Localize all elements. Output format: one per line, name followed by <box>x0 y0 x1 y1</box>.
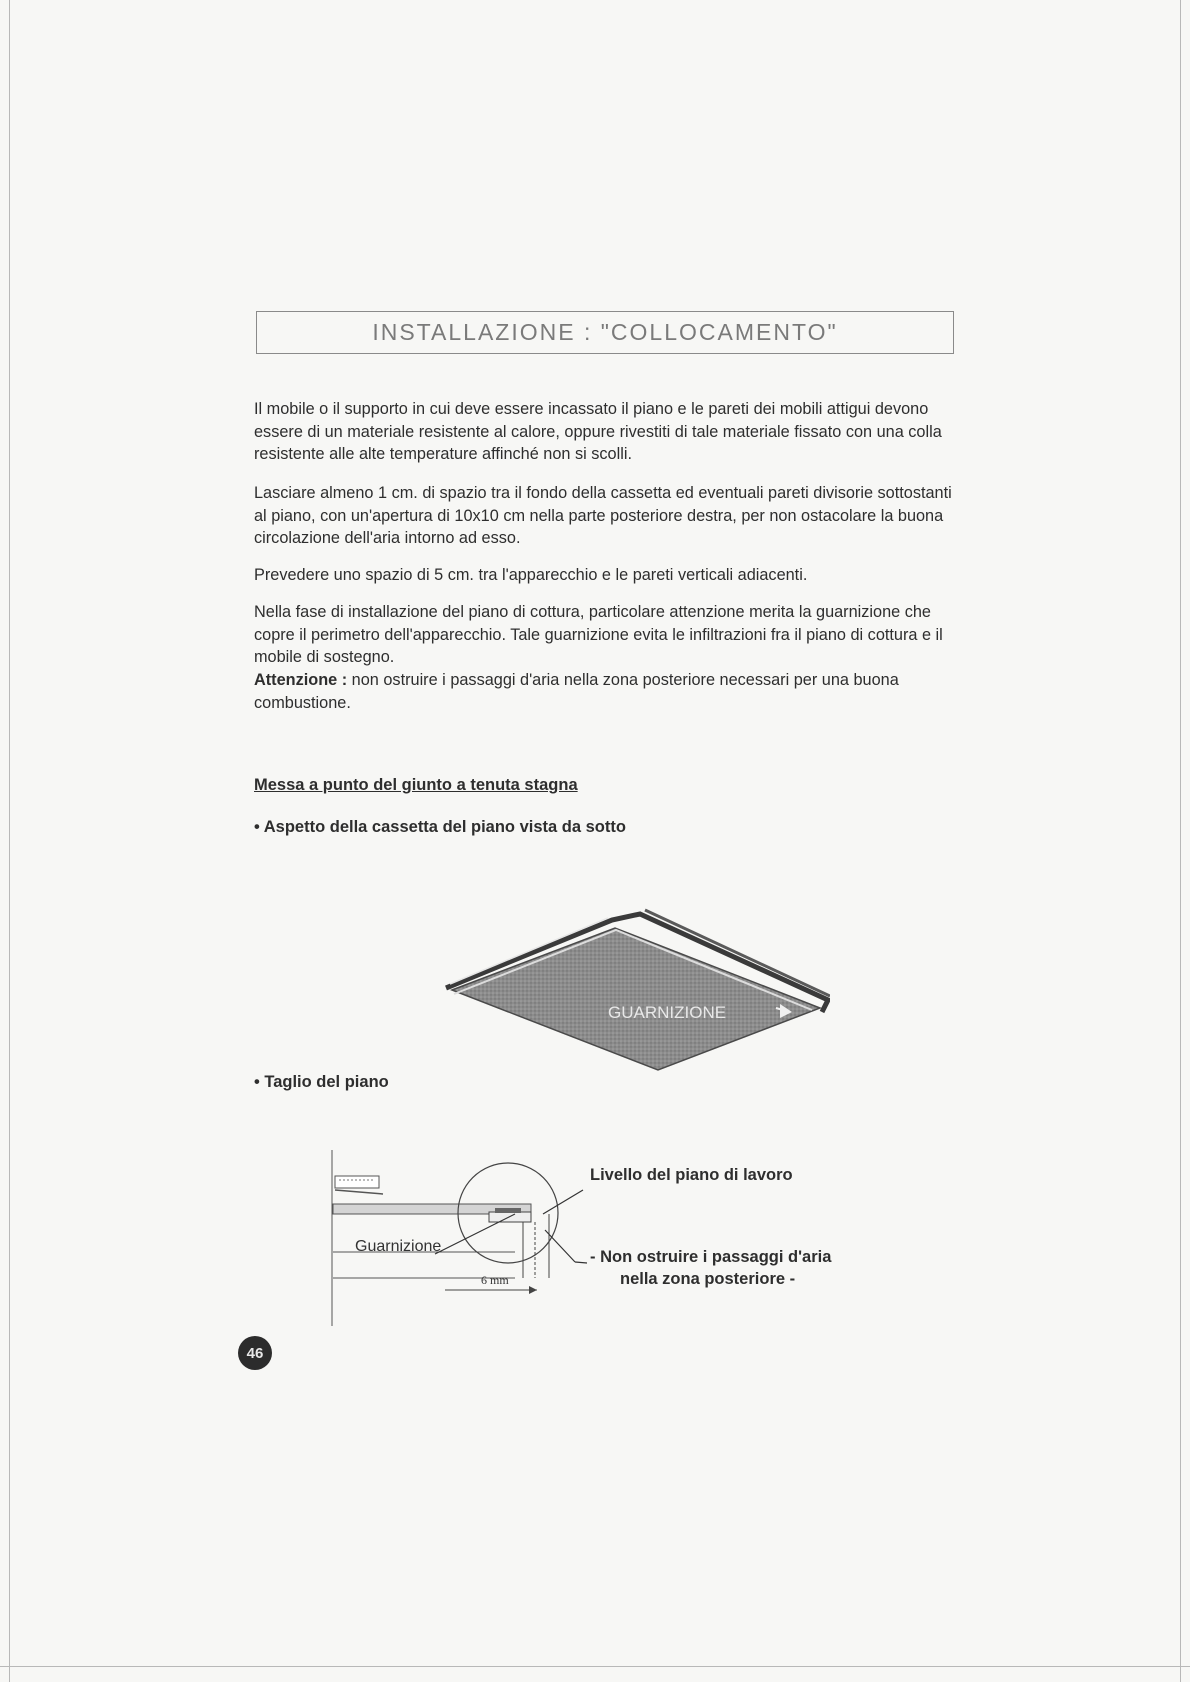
title-box <box>256 311 954 354</box>
warning-text: non ostruire i passaggi d'aria nella zona posteriore necessari per una buona combustione. <box>254 671 899 712</box>
page-number: 46 <box>246 1344 264 1362</box>
left-page-edge <box>9 0 10 1682</box>
bullet-cut-section: • Taglio del piano <box>254 1073 389 1091</box>
worktop-section-diagram <box>325 1150 625 1330</box>
paragraph-materials: Il mobile o il supporto in cui deve essere incassato il piano e le pareti dei mobili attigui devono essere di un materiale resistente al calore, oppure rivestiti di tale materiale fissato con una colla resistente alle alte temperature affinché non si scolli. <box>254 400 942 463</box>
worktop-level-label: Livello del piano di lavoro <box>590 1166 793 1184</box>
dimension-label: 6 mm <box>481 1273 509 1287</box>
paragraph-spacing: Lasciare almeno 1 cm. di spazio tra il fondo della cassetta ed eventuali pareti divisorie sottostanti al piano, con un'apertura di 10x10 cm nella parte posteriore destra, per non ostacolare la buona circolazione dell'aria intorno ad esso. <box>254 484 952 547</box>
page-number-badge <box>238 1336 272 1370</box>
page-title: INSTALLAZIONE : "COLLOCAMENTO" <box>372 319 838 345</box>
right-page-edge <box>1180 0 1181 1682</box>
hob-underside-illustration <box>440 900 830 1080</box>
section-title: Messa a punto del giunto a tenuta stagna <box>254 776 578 794</box>
warning-label: Attenzione : <box>254 671 348 689</box>
gasket-label-figure2: Guarnizione <box>355 1238 442 1255</box>
tray-bottom <box>452 928 820 1070</box>
vent-warning-line2: nella zona posteriore - <box>620 1270 796 1288</box>
paragraph-gasket: Nella fase di installazione del piano di cottura, particolare attenzione merita la guarnizione che copre il perimetro dell'apparecchio. Tale guarnizione evita le infiltrazioni fra il piano di cottura e il mobile di sostegno. <box>254 603 943 666</box>
paragraph-wall-distance: Prevedere uno spazio di 5 cm. tra l'apparecchio e le pareti verticali adiacenti. <box>254 566 808 584</box>
bottom-page-edge <box>0 1666 1190 1667</box>
paragraph-warning <box>254 669 966 714</box>
gasket-label-figure1: GUARNIZIONE <box>608 1003 727 1022</box>
burner-shape <box>335 1176 379 1188</box>
bullet-underside-view: • Aspetto della cassetta del piano vista da sotto <box>254 818 626 836</box>
vent-warning-line1: - Non ostruire i passaggi d'aria <box>590 1248 832 1266</box>
dimension-arrow-icon <box>529 1286 537 1294</box>
